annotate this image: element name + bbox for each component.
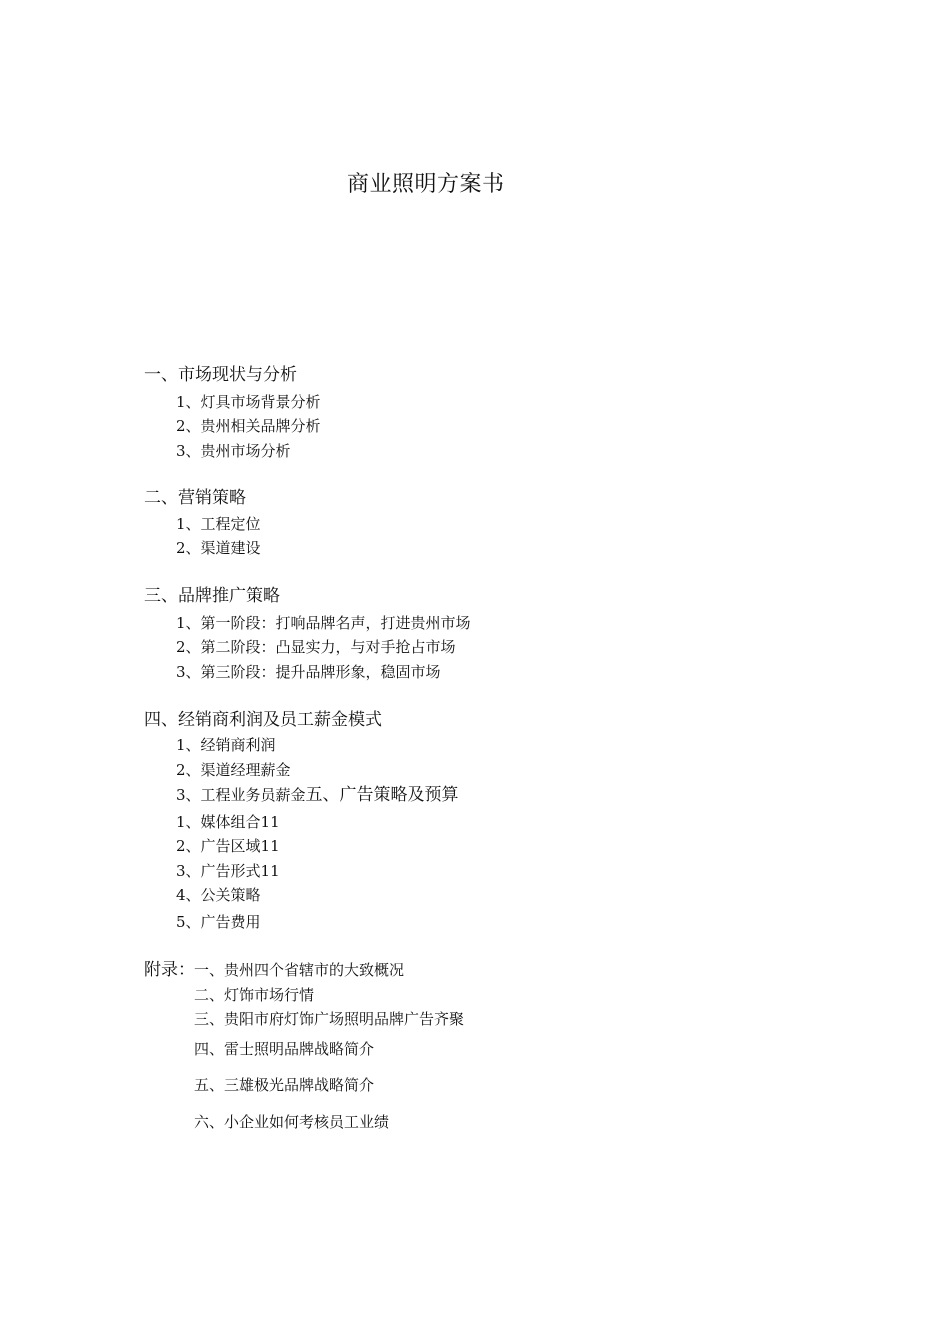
appendix-item: 四、雷士照明品牌战略简介 [194, 1040, 375, 1058]
appendix-item: 一、贵州四个省辖市的大致概况 [194, 961, 405, 979]
appendix-item: 三、贵阳市府灯饰广场照明品牌广告齐聚 [194, 1010, 465, 1028]
document-title: 商业照明方案书 [347, 172, 505, 197]
section-heading-1: 一、市场现状与分析 [144, 365, 297, 385]
toc-item: 1、经销商利润 [176, 736, 276, 754]
toc-item: 1、灯具市场背景分析 [176, 393, 321, 411]
toc-item: 1、第一阶段：打响品牌名声，打进贵州市场 [176, 614, 471, 632]
toc-item: 2、渠道建设 [176, 539, 261, 557]
toc-item: 2、第二阶段：凸显实力，与对手抢占市场 [176, 638, 456, 656]
toc-item: 3、第三阶段：提升品牌形象，稳固市场 [176, 663, 441, 681]
toc-item: 3、贵州市场分析 [176, 442, 291, 460]
toc-item: 1、工程定位 [176, 515, 261, 533]
toc-item-merged [176, 787, 459, 804]
section-heading-2: 二、营销策略 [144, 488, 246, 508]
toc-item-text: 3、工程业务员薪金 [176, 786, 306, 804]
toc-item: 2、广告区域11 [176, 837, 280, 855]
toc-item: 4、公关策略 [176, 886, 261, 904]
toc-item: 2、渠道经理薪金 [176, 761, 291, 779]
appendix-label: 附录： [144, 960, 195, 980]
section-heading-5: 五、广告策略及预算 [305, 785, 459, 805]
appendix-item: 五、三雄极光品牌战略简介 [194, 1076, 375, 1094]
section-heading-3: 三、品牌推广策略 [144, 586, 280, 606]
appendix-item: 六、小企业如何考核员工业绩 [194, 1113, 390, 1131]
toc-item: 3、广告形式11 [176, 862, 280, 880]
toc-item: 5、广告费用 [176, 913, 261, 931]
toc-item: 1、媒体组合11 [176, 813, 280, 831]
toc-item: 2、贵州相关品牌分析 [176, 417, 321, 435]
section-heading-4: 四、经销商利润及员工薪金模式 [144, 710, 382, 730]
appendix-item: 二、灯饰市场行情 [194, 986, 315, 1004]
